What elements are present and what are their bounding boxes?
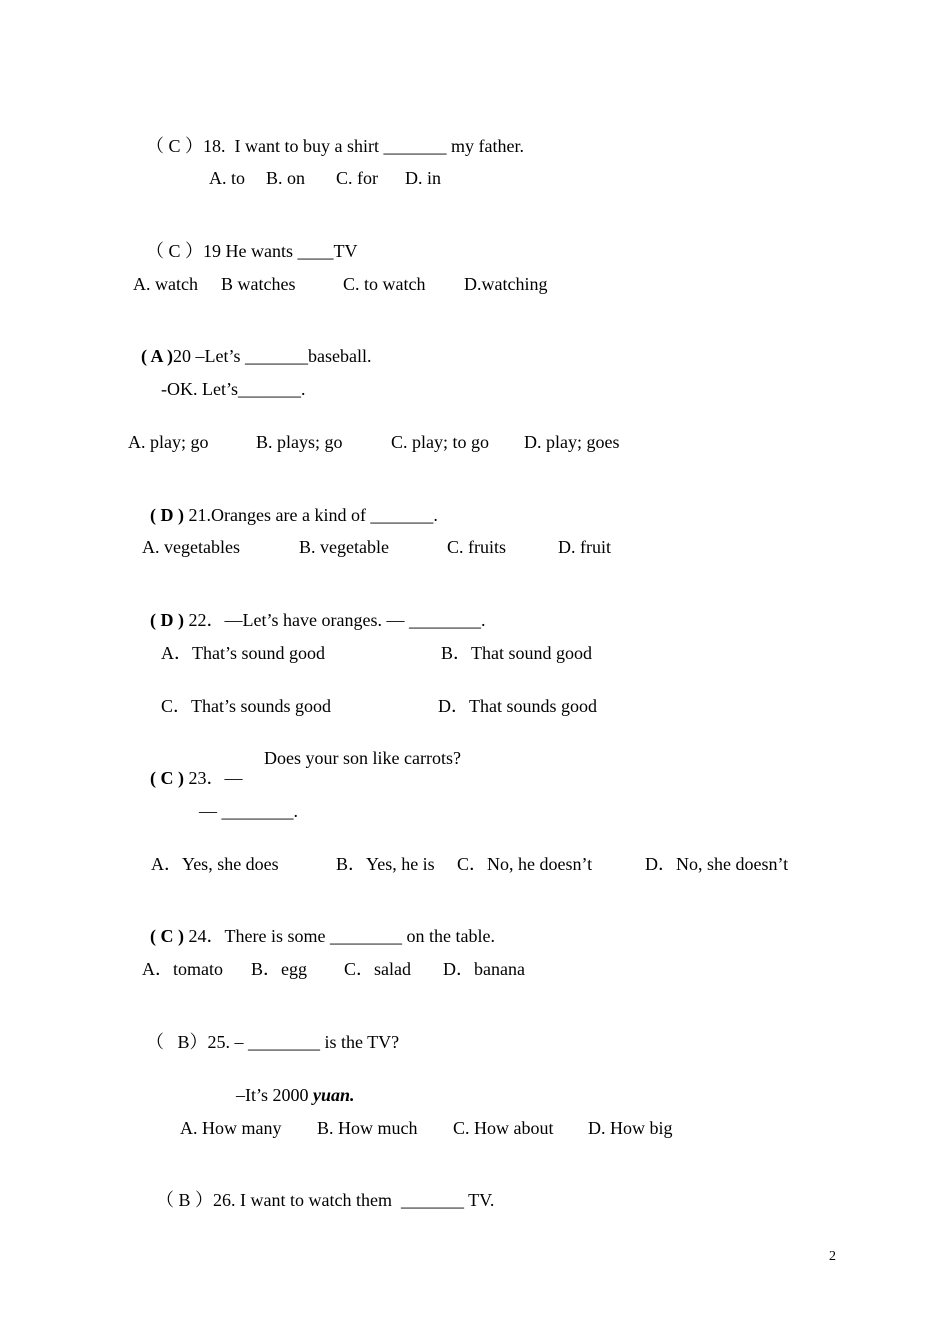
question-19 xyxy=(128,221,358,281)
option-wrap xyxy=(438,696,597,716)
question-20 xyxy=(123,326,371,386)
option-wrap xyxy=(221,274,295,294)
option: A．tomato xyxy=(142,959,223,979)
answer-24: ( C ) xyxy=(150,926,184,946)
answer-18: （ C ） xyxy=(146,136,204,156)
reply-20: -OK. Let’s_______. xyxy=(161,379,306,399)
option: A. play; go xyxy=(128,432,209,452)
reply-25-text: –It’s 2000 xyxy=(236,1085,314,1105)
option-wrap xyxy=(256,432,343,452)
option: A. to xyxy=(209,168,245,188)
option-wrap xyxy=(645,854,788,874)
option-wrap xyxy=(299,537,389,557)
option: A. vegetables xyxy=(142,537,240,557)
option-wrap xyxy=(457,854,592,874)
option: B．egg xyxy=(251,959,307,979)
option: D．banana xyxy=(443,959,525,979)
stem-23: 23．— xyxy=(188,768,243,788)
option: B. plays; go xyxy=(256,432,343,452)
option-wrap xyxy=(142,959,223,979)
option: C. How about xyxy=(453,1118,554,1138)
option-wrap xyxy=(344,959,411,979)
option: C. play; to go xyxy=(391,432,489,452)
question-21 xyxy=(132,485,438,545)
page-number: 2 xyxy=(829,1249,836,1264)
answer-22: ( D ) xyxy=(150,610,184,630)
stem-21: 21.Oranges are a kind of _______. xyxy=(188,505,438,525)
option-wrap xyxy=(588,1118,673,1138)
option: B．That sound good xyxy=(441,643,592,663)
option-wrap xyxy=(336,854,435,874)
stem-19: 19 He wants ____TV xyxy=(203,241,358,261)
option-wrap xyxy=(317,1118,418,1138)
option: B. on xyxy=(266,168,306,188)
option-wrap xyxy=(464,274,547,294)
option: C．salad xyxy=(344,959,411,979)
option: A. How many xyxy=(180,1118,282,1138)
option-wrap xyxy=(343,274,426,294)
option: B．Yes, he is xyxy=(336,854,435,874)
answer-23: ( C ) xyxy=(150,768,184,788)
stem-25: 25. – ________ is the TV? xyxy=(207,1032,400,1052)
option-wrap xyxy=(142,537,240,557)
option: B. How much xyxy=(317,1118,418,1138)
reply-25-emphasis: yuan. xyxy=(313,1085,355,1105)
stem-18: 18. I want to buy a shirt _______ my father. xyxy=(203,136,524,156)
option-wrap xyxy=(558,537,611,557)
stem-20: 20 –Let’s _______baseball. xyxy=(173,346,372,366)
option: D. play; goes xyxy=(524,432,620,452)
answer-20: ( A ) xyxy=(141,346,174,366)
option-wrap xyxy=(180,1118,282,1138)
option-wrap xyxy=(266,168,305,188)
option-wrap xyxy=(251,959,307,979)
reply-25 xyxy=(218,1065,355,1125)
answer-19: （ C ） xyxy=(146,241,204,261)
option: A．That’s sound good xyxy=(161,643,325,663)
question-22 xyxy=(132,590,485,650)
answer-26: （ B ） xyxy=(156,1190,214,1210)
option: C．No, he doesn’t xyxy=(457,854,593,874)
option-wrap xyxy=(453,1118,554,1138)
option: C. to watch xyxy=(343,274,426,294)
answer-21: ( D ) xyxy=(150,505,184,525)
reply-23: — ________. xyxy=(199,801,298,821)
option-wrap xyxy=(441,643,592,663)
option-wrap xyxy=(151,854,279,874)
option: D. How big xyxy=(588,1118,673,1138)
option: D．That sounds good xyxy=(438,696,597,716)
option-wrap xyxy=(161,696,331,716)
option-wrap xyxy=(391,432,489,452)
option: D．No, she doesn’t xyxy=(645,854,789,874)
option: C. fruits xyxy=(447,537,507,557)
stem-22: 22．—Let’s have oranges. — ________. xyxy=(188,610,486,630)
option-wrap xyxy=(161,643,325,663)
question-26 xyxy=(138,1170,494,1230)
option-wrap xyxy=(133,274,198,294)
option: D.watching xyxy=(464,274,548,294)
option: A．Yes, she does xyxy=(151,854,279,874)
option-wrap xyxy=(336,168,378,188)
question-18 xyxy=(128,116,524,176)
option: B. vegetable xyxy=(299,537,389,557)
option-wrap xyxy=(405,168,441,188)
question-24 xyxy=(132,906,495,966)
options-18 xyxy=(209,168,245,188)
option-wrap xyxy=(524,432,619,452)
option: D. fruit xyxy=(558,537,611,557)
question-23 xyxy=(132,748,243,808)
question-text-23: Does your son like carrots? xyxy=(264,748,461,768)
option: C．That’s sounds good xyxy=(161,696,332,716)
answer-25: （ B） xyxy=(146,1032,208,1052)
option-wrap xyxy=(447,537,506,557)
option: C. for xyxy=(336,168,378,188)
option: D. in xyxy=(405,168,441,188)
stem-26: 26. I want to watch them _______ TV. xyxy=(213,1190,495,1210)
option-wrap xyxy=(443,959,525,979)
option: A. watch xyxy=(133,274,198,294)
stem-24: 24．There is some ________ on the table. xyxy=(188,926,495,946)
option-wrap xyxy=(128,432,209,452)
question-25 xyxy=(128,1012,399,1072)
option: B watches xyxy=(221,274,296,294)
